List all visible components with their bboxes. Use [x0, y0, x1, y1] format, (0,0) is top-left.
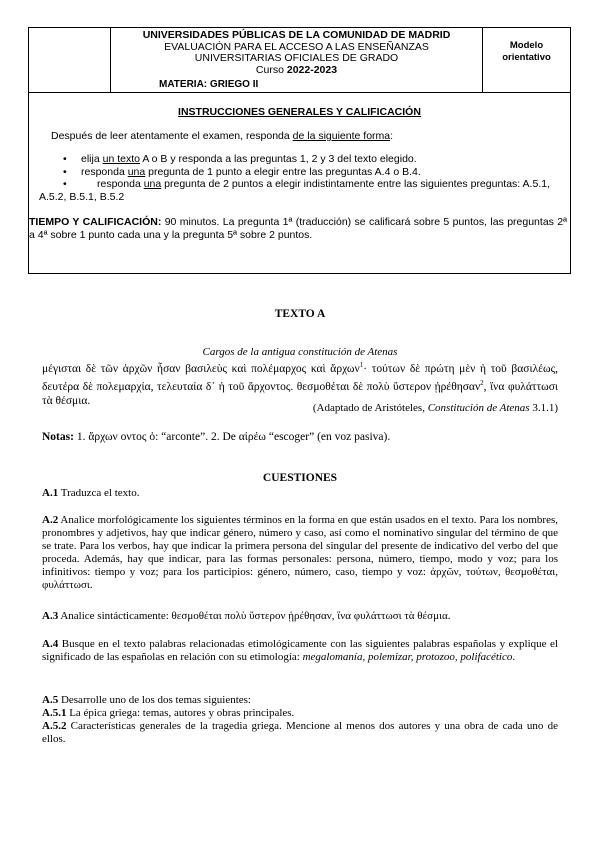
list-item	[39, 153, 564, 166]
instructions-intro	[51, 130, 393, 143]
question-label: A.1	[42, 487, 59, 499]
bullet-icon: •	[63, 153, 67, 165]
item-underlined: una	[143, 178, 162, 190]
citation-text: 3.1.1)	[529, 402, 558, 414]
question-text: Desarrolle uno de los dos temas siguientes:	[58, 694, 251, 706]
list-item	[39, 178, 564, 203]
model-line-2: orientativo	[502, 52, 551, 63]
instructions-title: INSTRUCCIONES GENERALES Y CALIFICACIÓN	[178, 106, 421, 118]
course-line	[111, 65, 482, 77]
question-text: Busque en el texto palabras relacionadas etimológicamente con las siguientes palabras españolas y explique el significado de las españolas en relación con su etimología:	[42, 638, 558, 663]
instructions-box	[28, 93, 571, 274]
item-text: pregunta de 2 puntos a elegir indistintamente entre las siguientes preguntas: A.5.1, A.5.2, B.5.1, B.5.2	[39, 178, 550, 203]
question-text: Características generales de la tragedia griega. Mencione al menos dos autores y una obra de cada uno de ellos.	[42, 720, 558, 745]
item-underlined: una	[127, 165, 146, 178]
source-citation	[42, 402, 558, 414]
question-label: A.3	[42, 610, 59, 622]
bullet-icon: •	[63, 178, 67, 190]
question-words: megalomanía, polemizar, protozoo, polifacético	[302, 651, 513, 663]
header-title-cell	[111, 28, 482, 92]
questions-heading: CUESTIONES	[262, 472, 338, 484]
item-text: responda	[81, 165, 128, 178]
model-line-1: Modelo	[509, 40, 544, 51]
notes-label: Notas:	[42, 431, 74, 443]
question-text: .	[512, 651, 516, 663]
notes	[42, 431, 558, 444]
question-a2	[42, 514, 558, 592]
question-a3	[42, 610, 558, 623]
citation-text: (Adaptado de Aristóteles,	[312, 402, 428, 414]
greek-text: , ἵνα φυλάττωσι τὰ θέσμια.	[42, 380, 558, 408]
question-label: A.2	[42, 514, 59, 526]
greek-text: μέγισται δὲ τῶν ἀρχῶν ἦσαν βασιλεὺς καὶ πολέμαρχος καὶ ἄρχων	[42, 362, 360, 375]
item-text: A o B y responda a las preguntas 1, 2 y 3 del texto elegido.	[139, 153, 417, 165]
item-text: pregunta de 1 punto a elegir entre las preguntas A.4 o B.4.	[145, 165, 421, 178]
question-label: A.4	[42, 638, 59, 650]
question-text: Analice morfológicamente los siguientes términos en la forma en que están usados en el texto. Para los nombres, pronombres y adjetivos, hay que indicar género, número y caso, así como el nominativo singular del término de que se trate. Para los verbos, hay que indicar la primera persona del singular del presente de indicativo del verbo del que proceda. Además, hay que indicar, para las formas personales: persona, número, tiempo, modo y voz; para los infinitivos: tiempo y voz; para los participios: género, número, caso, tiempo y voz: ἀρχῶν, τούτων, θεσμοθέται, φυλάττωσι.	[42, 514, 558, 591]
notes-text: 1. ἄρχων οντος ὁ: “arconte”. 2. De αἱρέω “escoger” (en voz pasiva).	[73, 431, 391, 443]
item-text: elija	[81, 153, 103, 165]
course-label: Curso	[255, 63, 284, 76]
citation-work: Constitución de Atenas	[427, 402, 530, 414]
evaluation-line: EVALUACIÓN PARA EL ACCESO A LAS ENSEÑANZAS	[164, 40, 429, 53]
question-a5	[42, 694, 558, 707]
question-label: A.5	[42, 694, 59, 706]
time-label: TIEMPO Y CALIFICACIÓN:	[29, 216, 162, 228]
intro-text: Después de leer atentamente el examen, responda	[51, 130, 293, 142]
university-name: UNIVERSIDADES PÚBLICAS DE LA COMUNIDAD DE MADRID	[142, 29, 451, 41]
instructions-list	[39, 153, 564, 203]
question-text: Traduzca el texto.	[58, 487, 140, 499]
footnote-ref: 2	[480, 379, 484, 388]
item-underlined: un texto	[102, 153, 140, 165]
item-text: responda	[97, 178, 144, 190]
exam-header	[28, 27, 571, 93]
intro-underlined: de la siguiente forma	[292, 130, 391, 142]
time-text: 90 minutos. La pregunta 1ª (traducción) se calificará sobre 5 puntos, las preguntas 2ª a 4ª sobre 1 punto cada una y la pregunta 5ª sobre 2 puntos.	[29, 216, 567, 241]
text-heading: TEXTO A	[274, 308, 326, 320]
question-a5-2	[42, 720, 558, 746]
degree-line: UNIVERSITARIAS OFICIALES DE GRADO	[194, 52, 399, 64]
question-label: A.5.1	[42, 707, 67, 719]
model-cell	[482, 28, 570, 92]
question-label: A.5.2	[42, 720, 67, 732]
question-a5-1	[42, 707, 558, 720]
question-text: Analice sintácticamente: θεσμοθέται πολὺ ὕστερον ᾑρέθησαν, ἵνα φυλάττωσι τὰ θέσμια.	[58, 610, 451, 622]
time-and-grading	[29, 216, 567, 241]
list-item	[39, 166, 564, 179]
text-subtitle: Cargos de la antigua constitución de Atenas	[202, 346, 398, 358]
course-years: 2022-2023	[286, 63, 338, 76]
header-logo-cell	[29, 28, 111, 92]
question-a1	[42, 487, 558, 500]
intro-colon: :	[390, 130, 394, 142]
question-a4	[42, 638, 558, 664]
greek-passage	[42, 358, 558, 408]
subject-label: MATERIA: GRIEGO II	[159, 78, 259, 90]
greek-text: · τούτων δὲ πρώτη μὲν ἡ τοῦ βασιλέως, δευτέρα δὲ πολεμαρχία, τελευταία δ᾽ ἡ τοῦ ἄρχοντος. θεσμοθέται δὲ πολὺ ὕστερον ᾑρέθησαν	[42, 362, 558, 393]
question-text: La épica griega: temas, autores y obras principales.	[66, 707, 295, 719]
bullet-icon: •	[63, 165, 67, 178]
footnote-ref: 1	[359, 361, 364, 369]
